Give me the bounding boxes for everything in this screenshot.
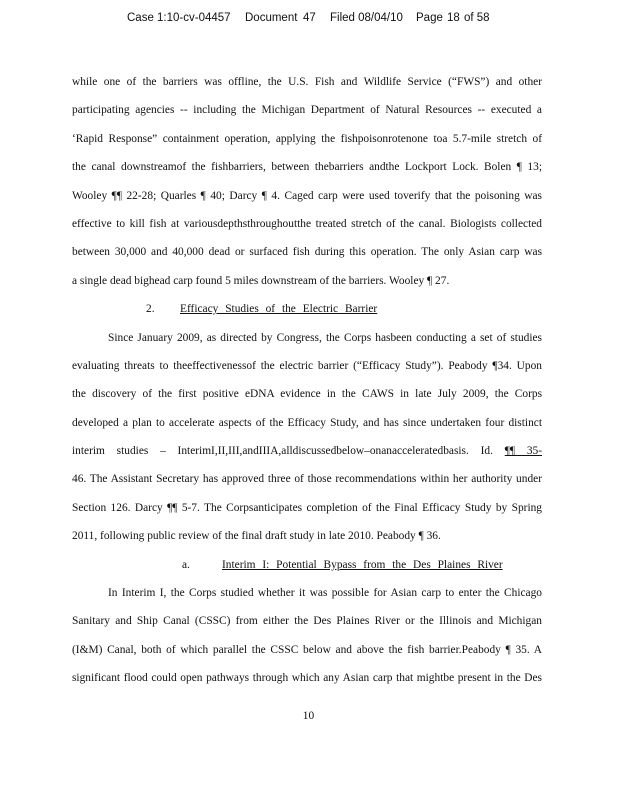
text-line: evaluating threats to theeffectivenessof the electric barrier (“Efficacy Study”). Peabody ¶34. Upon bbox=[72, 359, 542, 372]
text-line: while one of the barriers was offline, the U.S. Fish and Wildlife Service (“FWS”) and other bbox=[72, 76, 542, 88]
text-line: In Interim I, the Corps studied whether it was possible for Asian carp to enter the Chicago bbox=[108, 587, 542, 600]
subsection-letter: a. bbox=[182, 558, 190, 571]
text-line: Sanitary and Ship Canal (CSSC) from either the Des Plaines River or the Illinois and Michigan bbox=[72, 615, 542, 628]
text-line: ‘Rapid Response” containment operation, applying the fishpoisonrotenone toa 5.7-mile stretch of bbox=[72, 132, 542, 145]
text-line: Since January 2009, as directed by Congress, the Corps hasbeen conducting a set of studies bbox=[108, 331, 542, 344]
section-title: Efficacy Studies of the Electric Barrier bbox=[180, 303, 378, 316]
section-heading-efficacy-studies bbox=[72, 295, 542, 323]
text-line: the discovery of the first positive eDNA evidence in the CAWS in late July 2009, the Corps bbox=[72, 388, 542, 401]
text-line: Section 126. Darcy ¶¶ 5-7. The Corpsanticipates completion of the Final Efficacy Study by Spring bbox=[72, 501, 542, 514]
paragraph-citation: ¶¶ 35- bbox=[504, 445, 543, 458]
text-line: (I&M) Canal, both of which parallel the CSSC below and above the fish barrier.Peabody ¶ 35. A bbox=[72, 643, 542, 656]
section-number: 2. bbox=[146, 303, 155, 316]
paragraph-rotenone-operation bbox=[72, 68, 542, 295]
header-page-label: Page bbox=[416, 12, 443, 24]
paragraph-efficacy-study bbox=[72, 324, 542, 551]
brief-body bbox=[72, 68, 542, 693]
header-page-number: 18 bbox=[447, 12, 460, 24]
header-page-total: of 58 bbox=[464, 12, 490, 24]
header-document-number: 47 bbox=[303, 12, 316, 24]
text-line: 46. The Assistant Secretary has approved three of those recommendations within her authority under bbox=[72, 473, 542, 486]
header-document-label: Document bbox=[245, 12, 298, 24]
case-header bbox=[0, 12, 617, 28]
text-line: effective to kill fish at variousdepthsthroughoutthe treated stretch of the canal. Biologists collected bbox=[72, 217, 542, 230]
interim-studies-text: interim studies – InterimI,II,III,andIIIA,alldiscussedbelow–onanacceleratedbasis. bbox=[72, 445, 469, 458]
text-line: between 30,000 and 40,000 dead or surfaced fish during this operation. The only Asian carp was bbox=[72, 246, 542, 259]
text-line: significant flood could open pathways through which any Asian carp that mightbe present in the Des bbox=[72, 672, 542, 685]
header-filed-date: Filed 08/04/10 bbox=[330, 12, 403, 24]
text-line: Wooley ¶¶ 22-28; Quarles ¶ 40; Darcy ¶ 4. Caged carp were used toverify that the poisoning was bbox=[72, 189, 542, 202]
subsection-title: Interim I: Potential Bypass from the Des Plaines River bbox=[222, 558, 503, 571]
text-line: participating agencies -- including the Michigan Department of Natural Resources -- executed a bbox=[72, 104, 542, 117]
subsection-heading-interim-one bbox=[72, 551, 542, 579]
header-case-number: Case 1:10-cv-04457 bbox=[127, 12, 231, 24]
text-line: developed a plan to accelerate aspects of the Efficacy Study, and has since undertaken four distinct bbox=[72, 416, 542, 429]
page-footer-number: 10 bbox=[302, 710, 315, 722]
text-line: the canal downstreamof the fishbarriers, between thebarriers andthe Lockport Lock. Bolen ¶ 13; bbox=[72, 161, 542, 174]
id-citation: Id. bbox=[480, 445, 493, 458]
text-line-interim-studies bbox=[72, 437, 542, 465]
text-line: 2011, following public review of the final draft study in late 2010. Peabody ¶ 36. bbox=[72, 530, 441, 543]
text-line: a single dead bighead carp found 5 miles downstream of the barriers. Wooley ¶ 27. bbox=[72, 274, 450, 287]
paragraph-interim-one bbox=[72, 579, 542, 693]
